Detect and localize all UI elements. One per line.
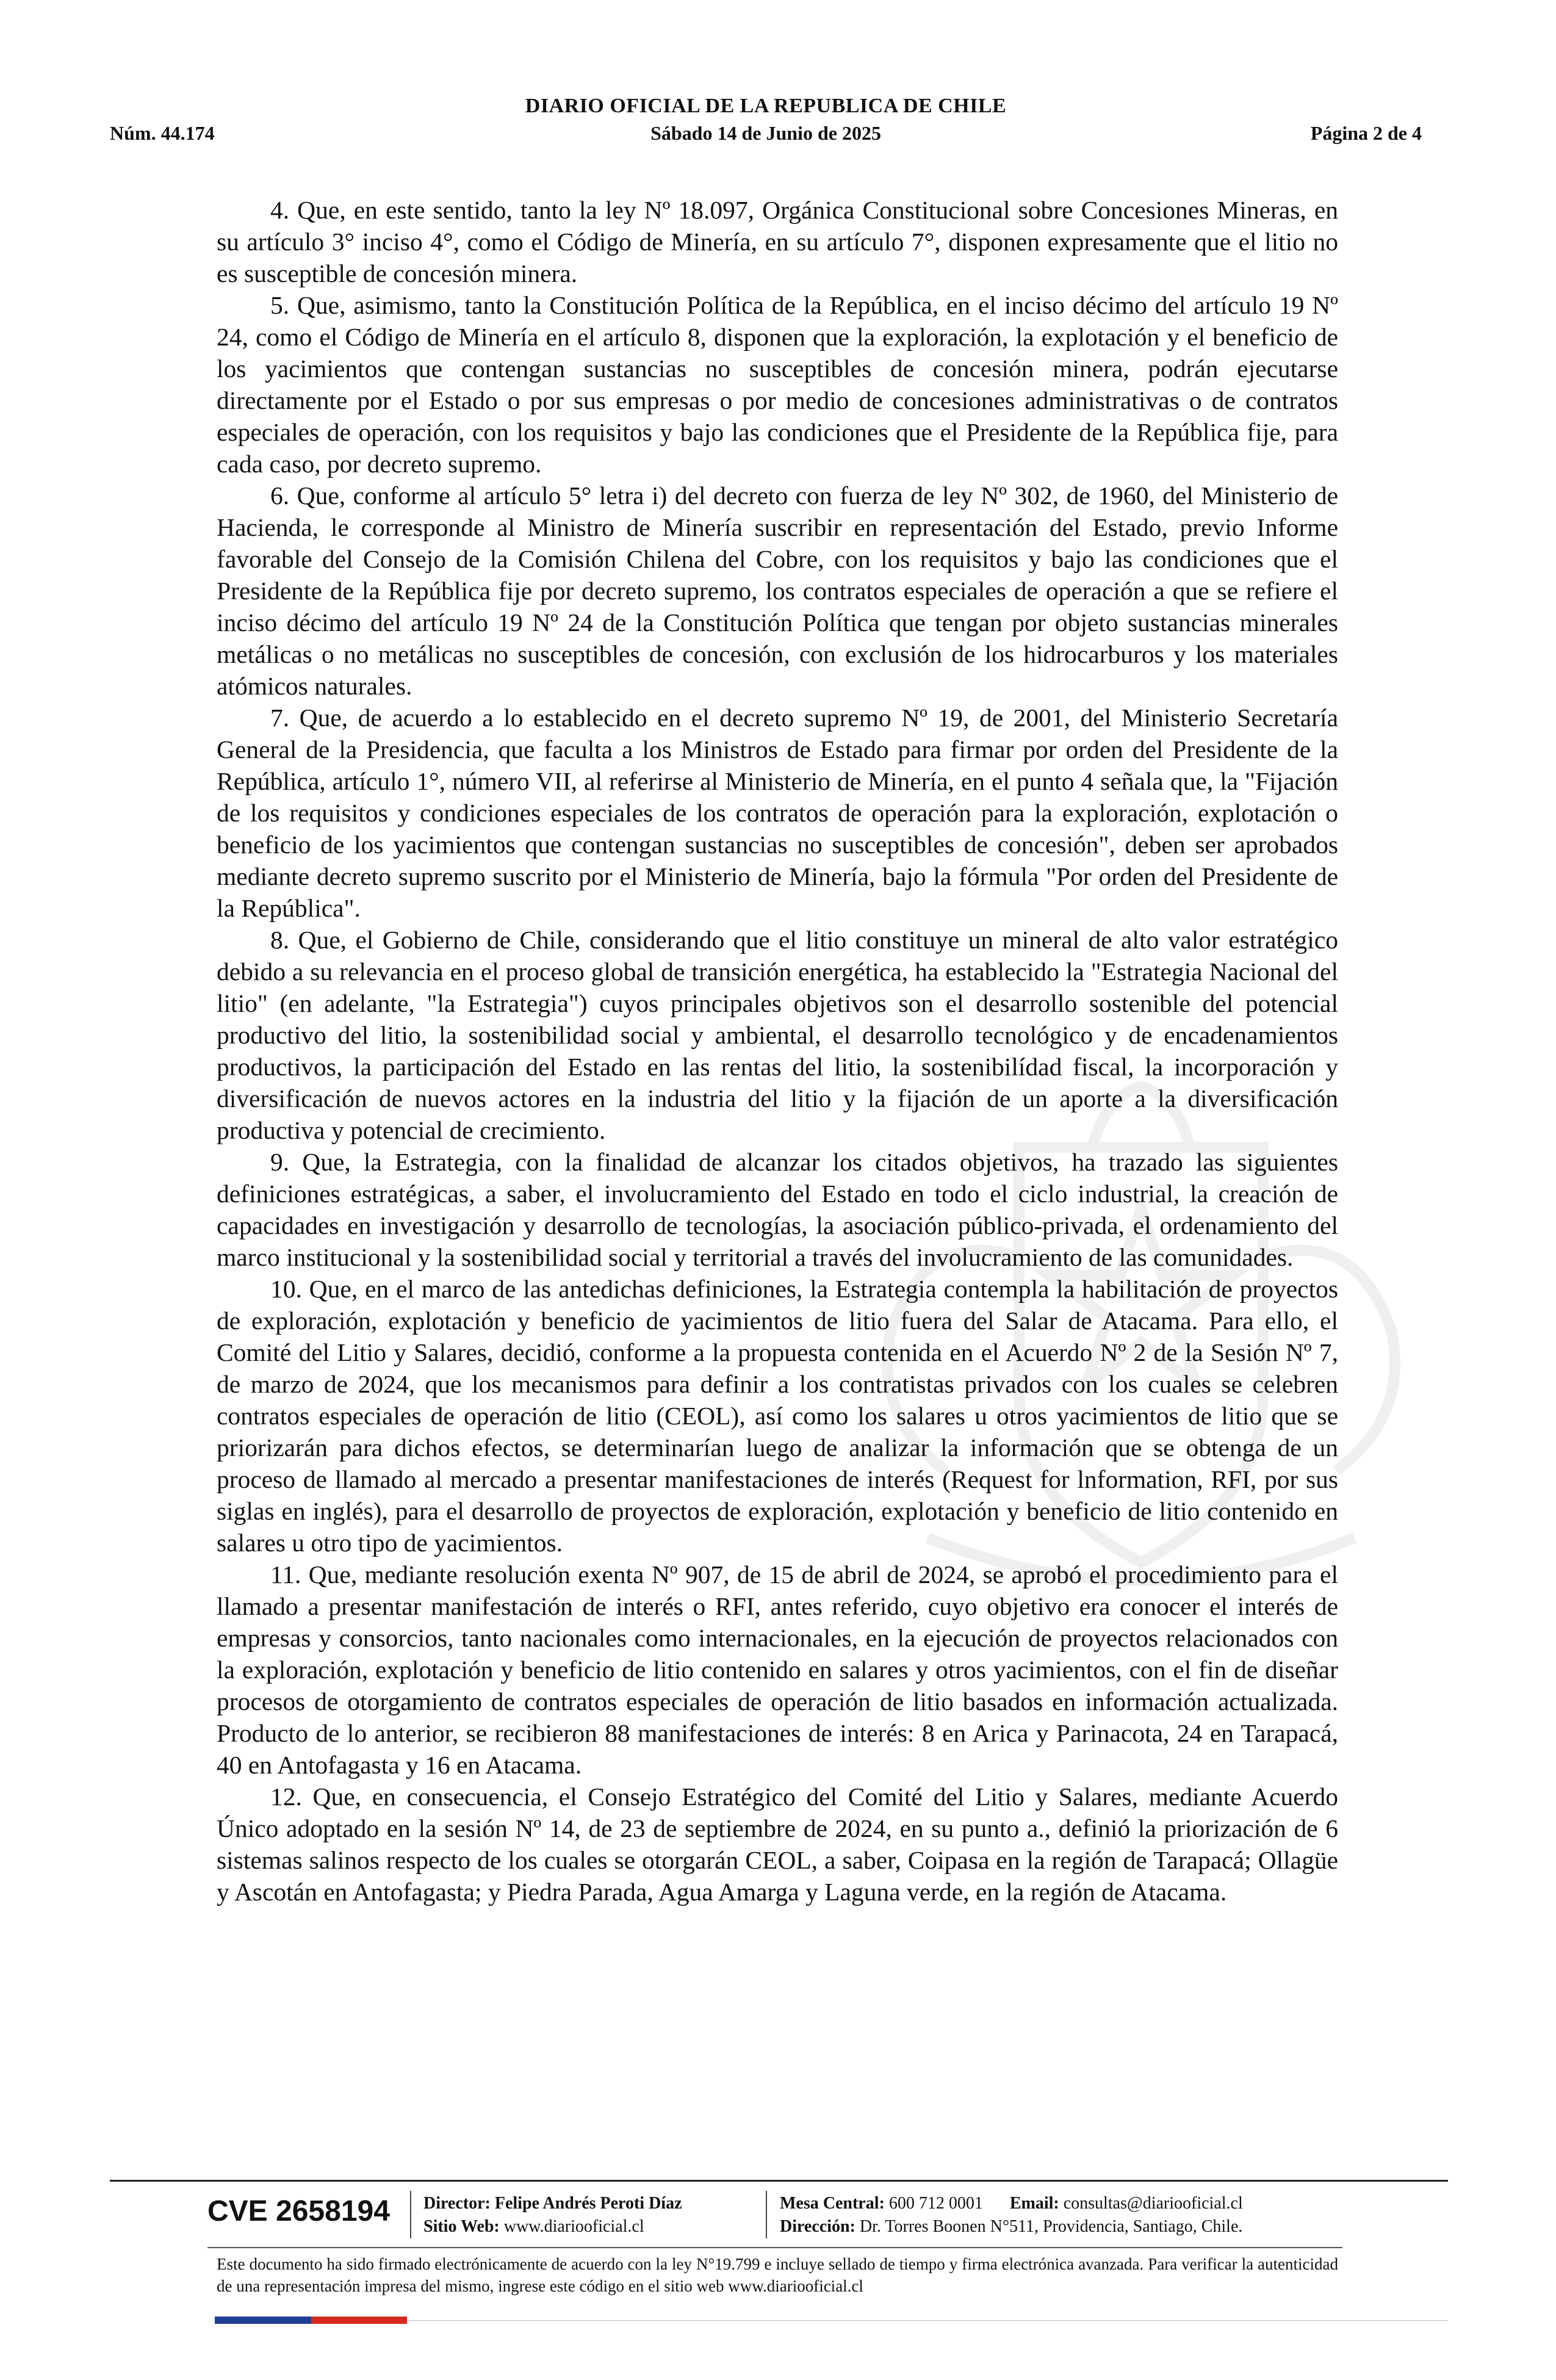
address-label: Dirección:	[780, 2217, 855, 2236]
site-line	[423, 2215, 682, 2238]
footer-inner-divider	[207, 2247, 1342, 2248]
email-label: Email:	[1009, 2194, 1059, 2213]
director-line	[423, 2192, 682, 2215]
paragraph-7: 7. Que, de acuerdo a lo establecido en el decreto supremo Nº 19, de 2001, del Ministerio Secretaría General de la Presidencia, que faculta a los Ministros de Estado para firmar por orden del Presidente de la República, artículo 1°, número VII, al referirse al Ministerio de Minería, en el punto 4 señala que, la "Fijación de los requisitos y condiciones especiales de los contratos de operación para la exploración, explotación o beneficio de los yacimientos que contengan sustancias no susceptibles de concesión", deben ser aprobados mediante decreto supremo suscrito por el Ministerio de Minería, bajo la fórmula "Por orden del Presidente de la República".	[217, 704, 1338, 922]
paragraph-6: 6. Que, conforme al artículo 5° letra i) del decreto con fuerza de ley Nº 302, de 1960, del Ministerio de Hacienda, le corresponde al Ministro de Minería suscribir en representación del Estado, previo Informe favorable del Consejo de la Comisión Chilena del Cobre, con los requisitos y bajo las condiciones que el Presidente de la República fije por decreto supremo, los contratos especiales de operación a que se refiere el inciso décimo del artículo 19 Nº 24 de la Constitución Política que tengan por objeto sustancias minerales metálicas o no metálicas no susceptibles de concesión, con exclusión de los hidrocarburos y los materiales atómicos naturales.	[217, 481, 1338, 700]
address-line	[780, 2215, 1243, 2238]
flag-blue-segment	[215, 2317, 311, 2324]
mesa-value: 600 712 0001	[888, 2194, 983, 2213]
contact-line	[780, 2192, 1243, 2215]
address-value: Dr. Torres Boonen N°511, Providencia, Santiago, Chile.	[859, 2217, 1243, 2236]
signature-notice: Este documento ha sido firmado electrónicamente de acuerdo con la ley N°19.799 e incluye sellado de tiempo y firma electrónica avanzada. Para verificar la autenticidad de una representación impresa del mismo, ingrese este código en el sitio web www.diariooficial.cl	[217, 2255, 1338, 2295]
paragraph-10: 10. Que, en el marco de las antedichas definiciones, la Estrategia contempla la habilitación de proyectos de exploración, explotación y beneficio de yacimientos de litio fuera del Salar de Atacama. Para ello, el Comité del Litio y Salares, decidió, conforme a la propuesta contenida en el Acuerdo Nº 2 de la Sesión Nº 7, de marzo de 2024, que los mecanismos para definir a los contratistas privados con los cuales se celebren contratos especiales de operación de litio (CEOL), así como los salares u otros yacimientos de litio que se priorizarán para dichos efectos, se determinarían luego de analizar la información que se obtenga de un proceso de llamado al mercado a presentar manifestaciones de interés (Request for lnformation, RFI, por sus siglas en inglés), para el desarrollo de proyectos de exploración, explotación y beneficio de litio contenido en salares u otro tipo de yacimientos.	[217, 1275, 1338, 1557]
site-label: Sitio Web:	[423, 2217, 500, 2236]
publication-title: DIARIO OFICIAL DE LA REPUBLICA DE CHILE	[525, 95, 1007, 117]
issue-date: Sábado 14 de Junio de 2025	[650, 122, 881, 144]
paragraph-11: 11. Que, mediante resolución exenta Nº 907, de 15 de abril de 2024, se aprobó el procedimiento para el llamado a presentar manifestación de interés o RFI, antes referido, cuyo objetivo era conocer el interés de empresas y consorcios, tanto nacionales como internacionales, en la ejecución de proyectos relacionados con la exploración, explotación y beneficio de litio contenido en salares y otros yacimientos, con el fin de diseñar procesos de otorgamiento de contratos especiales de operación de litio basados en información actualizada. Producto de lo anterior, se recibieron 88 manifestaciones de interés: 8 en Arica y Parinacota, 24 en Tarapacá, 40 en Antofagasta y 16 en Atacama.	[217, 1560, 1338, 1779]
flag-red-segment	[311, 2317, 408, 2324]
paragraph-9: 9. Que, la Estrategia, con la finalidad de alcanzar los citados objetivos, ha trazado las siguientes definiciones estratégicas, a saber, el involucramiento del Estado en todo el ciclo industrial, la creación de capacidades en investigación y desarrollo de tecnologías, la asociación público-privada, el ordenamiento del marco institucional y la sostenibilidad social y territorial a través del involucramiento de las comunidades.	[217, 1148, 1338, 1271]
footer-divider	[110, 2180, 1448, 2182]
footer-separator	[766, 2191, 767, 2238]
director-name: Felipe Andrés Peroti Díaz	[494, 2194, 682, 2213]
flag-stripe	[215, 2317, 407, 2324]
document-body	[217, 194, 1338, 1908]
paragraph-8: 8. Que, el Gobierno de Chile, considerando que el litio constituye un mineral de alto valor estratégico debido a su relevancia en el proceso global de transición energética, ha establecido la "Estrategia Nacional del litio" (en adelante, "la Estrategia") cuyos principales objetivos son el desarrollo sostenible del potencial productivo del litio, la sostenibilidad social y ambiental, el desarrollo tecnológico y de encadenamientos productivos, la participación del Estado en las rentas del litio, la sostenibilídad fiscal, la incorporación y diversificación de nuevos actores en la industria del litio y la fijación de un aporte a la diversificación productiva y potencial de crecimiento.	[217, 926, 1338, 1144]
mesa-label: Mesa Central:	[780, 2194, 885, 2213]
paragraph-12: 12. Que, en consecuencia, el Consejo Estratégico del Comité del Litio y Salares, mediante Acuerdo Único adoptado en la sesión Nº 14, de 23 de septiembre de 2024, en su punto a., definió la priorización de 6 sistemas salinos respecto de los cuales se otorgarán CEOL, a saber, Coipasa en la región de Tarapacá; Ollagüe y Ascotán en Antofagasta; y Piedra Parada, Agua Amarga y Laguna verde, en la región de Atacama.	[217, 1783, 1338, 1906]
footer-separator	[410, 2191, 411, 2238]
cve-code: CVE 2658194	[207, 2195, 390, 2227]
site-link[interactable]: www.diariooficial.cl	[503, 2217, 644, 2236]
paragraph-5: 5. Que, asimismo, tanto la Constitución Política de la República, en el inciso décimo del artículo 19 Nº 24, como el Código de Minería en el artículo 8, disponen que la exploración, la explotación y el beneficio de los yacimientos que contengan sustancias no susceptibles de concesión minera, podrán ejecutarse directamente por el Estado o por sus empresas o por medio de concesiones administrativas o de contratos especiales de operación, con los requisitos y bajo las condiciones que el Presidente de la República fije, para cada caso, por decreto supremo.	[217, 291, 1338, 478]
email-link[interactable]: consultas@diariooficial.cl	[1063, 2194, 1243, 2213]
footer-contact-block	[780, 2192, 1243, 2238]
director-label: Director:	[423, 2194, 491, 2213]
page-header	[110, 95, 1422, 150]
page-indicator: Página 2 de 4	[1310, 122, 1422, 144]
footer-director-block	[423, 2192, 682, 2238]
paragraph-4: 4. Que, en este sentido, tanto la ley Nº 18.097, Orgánica Constitucional sobre Concesiones Mineras, en su artículo 3° inciso 4°, como el Código de Minería, en su artículo 7°, disponen expresamente que el litio no es susceptible de concesión minera.	[217, 196, 1338, 287]
issue-number: Núm. 44.174	[110, 122, 215, 144]
